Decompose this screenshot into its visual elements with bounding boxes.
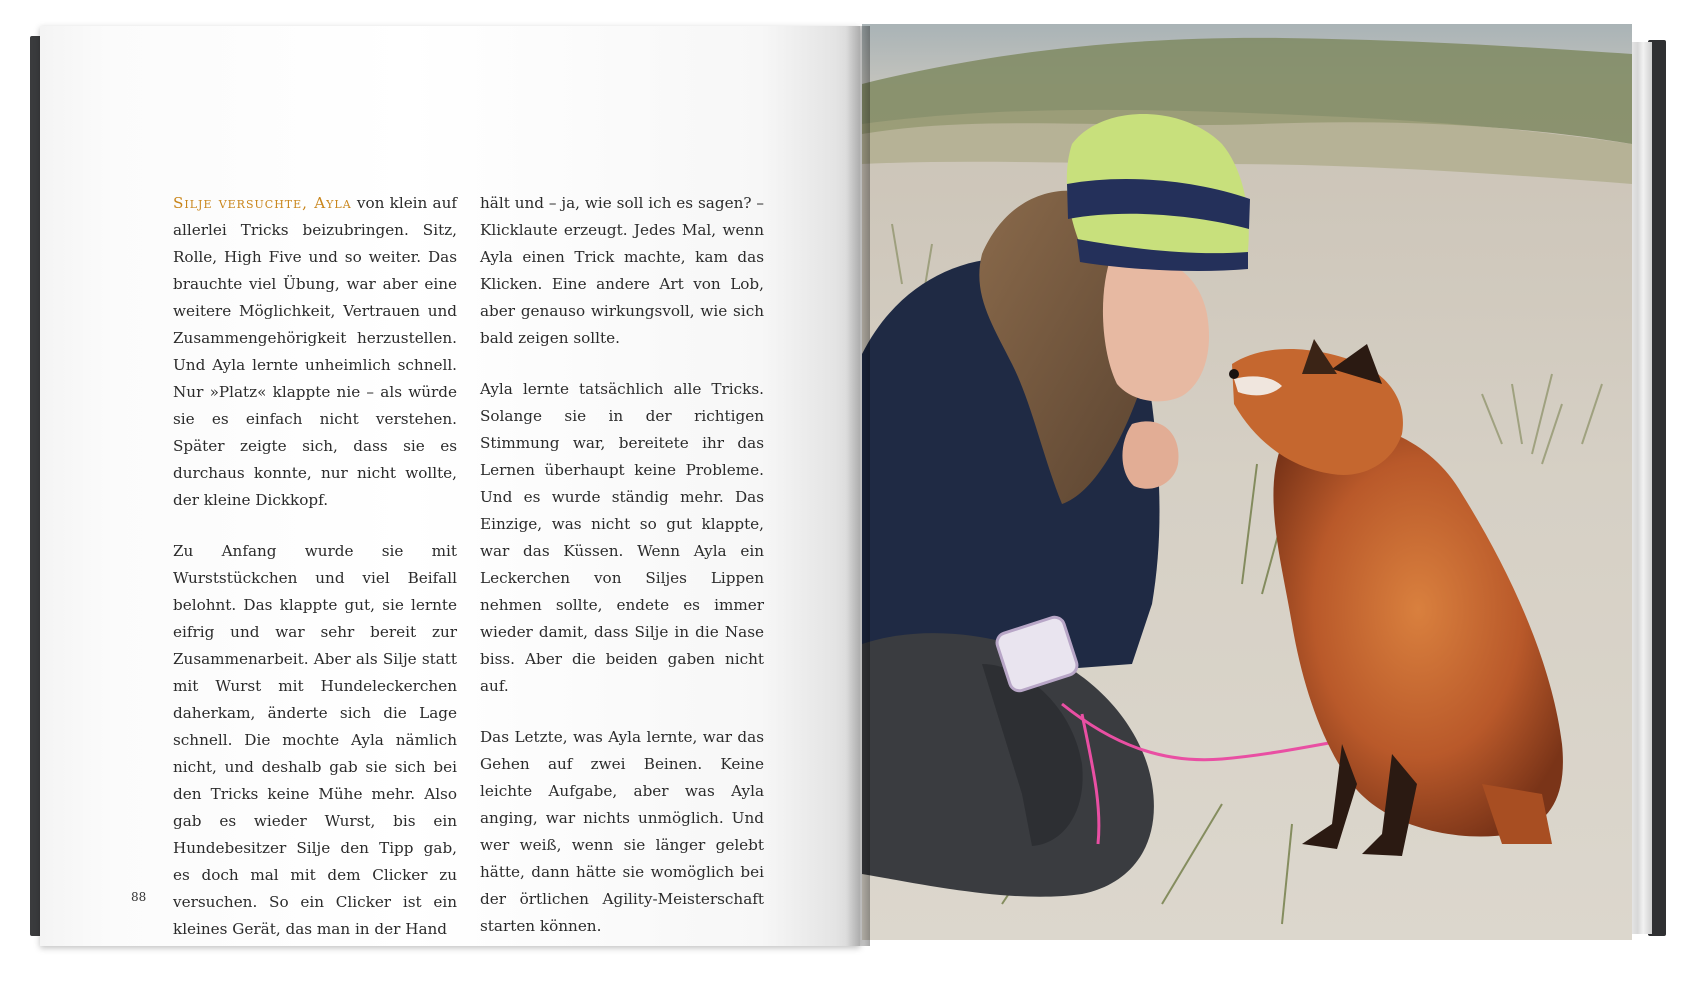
- paragraph: Das Letzte, was Ayla lernte, war das Gehen auf zwei Beinen. Keine leichte Aufgabe, aber was Ayla anging, war nichts unmöglich. Und wer weiß, wenn sie länger gelebt hätte, dann hätte sie womöglich bei der örtlichen Agility-Meisterschaft starten können.: [480, 728, 764, 935]
- page-stack: [1630, 42, 1652, 934]
- paragraph: hält und – ja, wie soll ich es sagen? – Klicklaute erzeugt. Jedes Mal, wenn Ayla einen Trick machte, kam das Klicken. Eine andere Art von Lob, aber genauso wirkungsvoll, wie sich bald zeigen sollte.: [480, 194, 764, 347]
- paragraph: Zu Anfang wurde sie mit Wurststückchen und viel Beifall belohnt. Das klappte gut, sie lernte eifrig und war sehr bereit zur Zusammenarbeit. Aber als Silje statt mit Wurst mit Hundeleckerchen daherkam, änderte sich die Lage schnell. Die mochte Ayla nämlich nicht, und deshalb gab sie sich bei den Tricks keine Mühe mehr. Also gab es wieder Wurst, bis ein Hundebesitzer Silje den Tipp gab, es doch mal mit dem Clicker zu versuchen. So ein Clicker ist ein kleines Gerät, das man in der Hand: [173, 542, 457, 938]
- photo-woman-with-fox: [862, 24, 1632, 940]
- paragraph: [173, 190, 457, 514]
- text-column-2: [480, 190, 764, 964]
- paragraph: Ayla lernte tatsächlich alle Tricks. Solange sie in der richtigen Stimmung war, bereitete ihr das Lernen überhaupt keine Probleme. Und es wurde ständig mehr. Das Einzige, was nicht so gut klappte, war das Küssen. Wenn Ayla ein Leckerchen von Siljes Lippen nehmen sollte, endete es immer wieder damit, dass Silje in die Nase biss. Aber die beiden gaben nicht auf.: [480, 380, 764, 695]
- page-number: 88: [131, 890, 147, 904]
- text-column-1: [173, 190, 457, 967]
- paragraph-text: von klein auf allerlei Tricks beizubringen. Sitz, Rolle, High Five und so weiter. Das brauchte viel Übung, war aber eine weitere Möglichkeit, Vertrauen und Zusammengehörigkeit herzustellen. Und Ayla lernte unheimlich schnell. Nur »Platz« klappte nie – als würde sie es einfach nicht verstehen. Später zeigte sich, dass sie es durchaus konnte, nur nicht wollte, der kleine Dickkopf.: [173, 194, 457, 509]
- book-gutter: [846, 26, 870, 946]
- photo-page: [862, 24, 1632, 940]
- lead-in: Silje versuchte, Ayla: [173, 194, 352, 212]
